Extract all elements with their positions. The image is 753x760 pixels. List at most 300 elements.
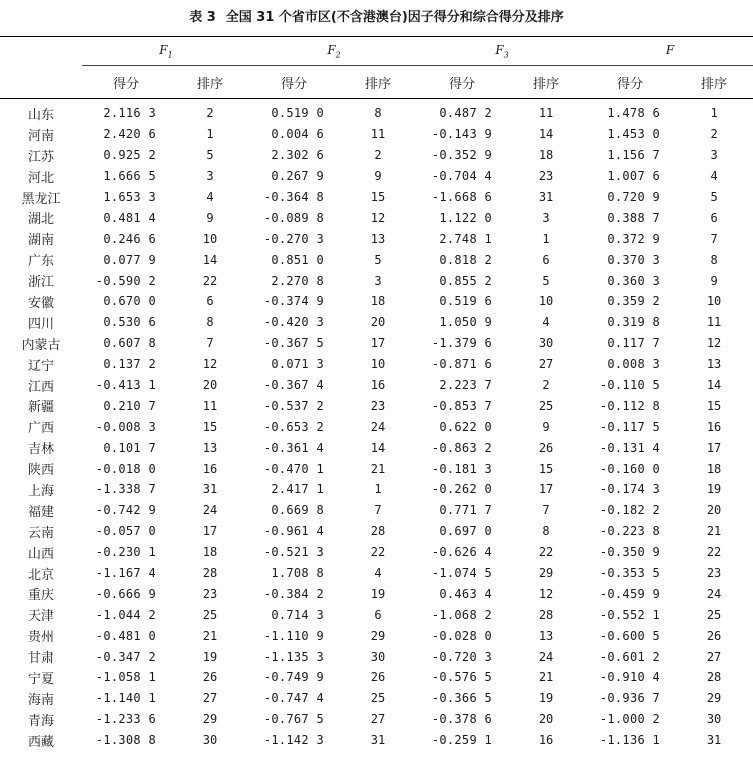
f1-score-cell: -0.008 3	[95, 419, 156, 434]
f1-score-cell: 0.077 9	[103, 252, 156, 267]
f2-score-cell: -0.089 8	[263, 210, 325, 225]
header-rank: 排序	[674, 66, 753, 99]
f-rank-cell: 8	[710, 252, 718, 267]
f1-score-cell: 0.210 7	[103, 398, 156, 413]
f3-rank-cell: 19	[538, 691, 554, 706]
f3-rank-cell: 10	[538, 294, 554, 309]
f2-rank-cell: 23	[370, 398, 386, 413]
f2-score-cell: -0.364 8	[263, 190, 325, 204]
f3-score-cell: 2.223 7	[439, 378, 493, 393]
f1-score-cell: 0.481 4	[103, 210, 156, 225]
table-row	[0, 583, 753, 604]
f1-rank-cell: 14	[202, 252, 218, 267]
f3-score-cell: -0.626 4	[431, 545, 493, 560]
f3-rank-cell: 26	[538, 440, 554, 455]
f2-score-cell: -0.747 4	[263, 691, 325, 706]
f3-rank-cell: 5	[542, 273, 550, 288]
f-score-cell: -0.131 4	[599, 440, 661, 455]
f3-rank-cell: 14	[538, 127, 554, 142]
f3-rank-cell: 8	[542, 524, 550, 539]
f1-rank-cell: 25	[202, 607, 218, 622]
province-cell: 河南	[27, 128, 54, 144]
f-score-cell: 0.370 3	[607, 252, 661, 267]
province-cell: 四川	[27, 316, 54, 332]
province-cell: 河北	[27, 170, 54, 186]
f1-score-cell: 0.925 2	[103, 148, 156, 163]
f2-rank-cell: 24	[370, 419, 386, 434]
f3-rank-cell: 13	[538, 628, 554, 643]
f2-score-cell: -0.367 5	[263, 336, 325, 351]
province-cell: 海南	[27, 692, 54, 708]
f2-rank-cell: 6	[374, 607, 382, 622]
f1-rank-cell: 13	[202, 440, 218, 455]
f1-rank-cell: 1	[206, 127, 214, 142]
f2-rank-cell: 30	[370, 649, 386, 664]
table-row	[0, 375, 753, 396]
f-rank-cell: 15	[706, 398, 722, 413]
header-row-groups	[0, 37, 753, 66]
table-row	[0, 145, 753, 166]
f2-score-cell: -0.374 9	[263, 294, 325, 309]
province-cell: 重庆	[27, 588, 54, 604]
f2-score-cell: 2.270 8	[271, 273, 325, 288]
f3-rank-cell: 28	[538, 607, 554, 622]
f3-rank-cell: 2	[542, 378, 550, 393]
header-group-f: F	[586, 37, 753, 66]
f-rank-cell: 5	[710, 190, 718, 204]
f3-rank-cell: 4	[542, 315, 550, 330]
f-score-cell: 1.478 6	[607, 106, 661, 121]
f1-rank-cell: 2	[206, 106, 214, 121]
f3-score-cell: -0.576 5	[431, 670, 493, 685]
f-score-cell: -0.936 7	[599, 691, 661, 706]
f1-score-cell: -0.057 0	[95, 524, 156, 539]
f-rank-cell: 4	[710, 169, 718, 184]
table-row	[0, 500, 753, 521]
province-cell: 天津	[27, 609, 54, 625]
province-cell: 安徽	[27, 295, 54, 311]
f2-rank-cell: 15	[370, 190, 386, 204]
f-score-cell: -0.353 5	[599, 566, 661, 581]
f2-score-cell: -0.470 1	[263, 461, 325, 476]
table-row	[0, 124, 753, 145]
f3-score-cell: 0.697 0	[439, 524, 493, 539]
f1-score-cell: -1.338 7	[95, 482, 156, 497]
f1-rank-cell: 30	[202, 733, 218, 748]
f2-rank-cell: 1	[374, 482, 382, 497]
table-caption	[0, 6, 753, 25]
f2-rank-cell: 16	[370, 378, 386, 393]
f3-rank-cell: 25	[538, 398, 554, 413]
f-rank-cell: 7	[710, 231, 718, 246]
f-score-cell: 0.388 7	[607, 210, 661, 225]
province-cell: 浙江	[27, 275, 54, 291]
f1-score-cell: 0.101 7	[103, 440, 156, 455]
table-title: 全国 31 个省市区(不含港澳台)因子得分和综合得分及排序	[225, 10, 564, 25]
f-score-cell: -1.136 1	[599, 733, 661, 748]
table-row	[0, 437, 753, 458]
f1-score-cell: -0.230 1	[95, 545, 156, 560]
table-row	[0, 249, 753, 270]
table-row	[0, 207, 753, 228]
f1-score-cell: -0.666 9	[95, 586, 156, 601]
f2-score-cell: -0.384 2	[263, 586, 325, 601]
f1-rank-cell: 21	[202, 628, 218, 643]
f1-rank-cell: 16	[202, 461, 218, 476]
f-rank-cell: 13	[706, 357, 722, 372]
f2-rank-cell: 21	[370, 461, 386, 476]
header-rank: 排序	[338, 66, 418, 99]
f1-rank-cell: 17	[202, 524, 218, 539]
f2-rank-cell: 22	[370, 545, 386, 560]
f-score-cell: 1.156 7	[607, 148, 661, 163]
f3-score-cell: -0.704 4	[431, 169, 493, 184]
f-rank-cell: 9	[710, 273, 718, 288]
f-rank-cell: 19	[706, 482, 722, 497]
table-row	[0, 667, 753, 688]
f3-score-cell: 0.487 2	[439, 106, 493, 121]
f-score-cell: 0.359 2	[607, 294, 661, 309]
table-row	[0, 604, 753, 625]
table-row	[0, 625, 753, 646]
province-cell: 湖南	[27, 233, 54, 249]
province-cell: 云南	[27, 525, 54, 541]
f3-rank-cell: 20	[538, 712, 554, 727]
table-row	[0, 354, 753, 375]
table-row	[0, 458, 753, 479]
f-rank-cell: 31	[706, 733, 722, 748]
f3-score-cell: -0.720 3	[431, 649, 493, 664]
f1-rank-cell: 19	[202, 649, 218, 664]
f-rank-cell: 20	[706, 503, 722, 518]
f3-score-cell: -0.871 6	[431, 357, 493, 372]
f2-rank-cell: 12	[370, 210, 386, 225]
province-cell: 辽宁	[27, 358, 54, 374]
f2-score-cell: 0.004 6	[271, 127, 325, 142]
f-score-cell: 0.360 3	[607, 273, 661, 288]
f2-score-cell: -1.135 3	[263, 649, 325, 664]
f3-rank-cell: 23	[538, 169, 554, 184]
province-cell: 吉林	[27, 442, 54, 458]
f1-rank-cell: 20	[202, 378, 218, 393]
f2-rank-cell: 19	[370, 586, 386, 601]
factor-score-table	[0, 36, 753, 751]
f3-rank-cell: 6	[542, 252, 550, 267]
f3-rank-cell: 27	[538, 357, 554, 372]
table-row	[0, 166, 753, 187]
f-rank-cell: 28	[706, 670, 722, 685]
f1-score-cell: -1.058 1	[95, 670, 156, 685]
table-row	[0, 333, 753, 354]
f3-score-cell: -0.378 6	[431, 712, 493, 727]
f1-rank-cell: 11	[202, 398, 218, 413]
header-row-labels	[0, 66, 753, 99]
f-rank-cell: 17	[706, 440, 722, 455]
province-cell: 西藏	[27, 734, 54, 750]
header-group-f3: $F_3$	[418, 37, 586, 66]
f-score-cell: 1.007 6	[607, 169, 661, 184]
f1-rank-cell: 28	[202, 566, 218, 581]
f1-rank-cell: 10	[202, 231, 218, 246]
province-cell: 广西	[27, 421, 54, 437]
f3-score-cell: -1.074 5	[431, 566, 493, 581]
f2-rank-cell: 28	[370, 524, 386, 539]
f1-rank-cell: 8	[206, 315, 214, 330]
f-score-cell: -0.600 5	[599, 628, 661, 643]
f-score-cell: -0.223 8	[599, 524, 661, 539]
table-row	[0, 187, 753, 208]
f-rank-cell: 27	[706, 649, 722, 664]
f2-rank-cell: 4	[374, 566, 382, 581]
province-cell: 湖北	[27, 212, 54, 228]
f3-rank-cell: 21	[538, 670, 554, 685]
f2-score-cell: 0.669 8	[271, 503, 325, 518]
header-score: 得分	[250, 66, 338, 99]
f1-score-cell: 0.607 8	[103, 336, 156, 351]
table-row	[0, 542, 753, 563]
f-rank-cell: 25	[706, 607, 722, 622]
f3-score-cell: -0.352 9	[431, 148, 493, 163]
f1-score-cell: -0.742 9	[95, 503, 156, 518]
f1-rank-cell: 24	[202, 503, 218, 518]
province-cell: 黑龙江	[21, 191, 61, 207]
table-body	[0, 99, 753, 751]
f1-score-cell: 1.666 5	[103, 169, 156, 184]
header-rank: 排序	[170, 66, 250, 99]
f2-score-cell: -1.110 9	[263, 628, 325, 643]
table-row	[0, 291, 753, 312]
f-rank-cell: 10	[706, 294, 722, 309]
f3-rank-cell: 12	[538, 586, 554, 601]
f1-rank-cell: 7	[206, 336, 214, 351]
f-rank-cell: 30	[706, 712, 722, 727]
f1-score-cell: -0.413 1	[95, 378, 156, 393]
f-rank-cell: 12	[706, 336, 722, 351]
f2-rank-cell: 10	[370, 357, 386, 372]
f1-rank-cell: 27	[202, 691, 218, 706]
f2-score-cell: -0.749 9	[263, 670, 325, 685]
f3-rank-cell: 3	[542, 210, 550, 225]
header-rank: 排序	[506, 66, 586, 99]
f2-score-cell: -0.961 4	[263, 524, 325, 539]
f3-score-cell: 1.050 9	[439, 315, 493, 330]
f3-rank-cell: 1	[542, 231, 550, 246]
f1-rank-cell: 6	[206, 294, 214, 309]
f2-score-cell: -0.537 2	[263, 398, 325, 413]
f1-rank-cell: 22	[202, 273, 218, 288]
f-rank-cell: 21	[706, 524, 722, 539]
f2-rank-cell: 27	[370, 712, 386, 727]
province-cell: 内蒙古	[21, 337, 61, 353]
f3-score-cell: 0.463 4	[439, 586, 493, 601]
f3-score-cell: -1.379 6	[431, 336, 493, 351]
f2-score-cell: 0.267 9	[271, 169, 325, 184]
f1-score-cell: -1.233 6	[95, 712, 156, 727]
f1-rank-cell: 18	[202, 545, 218, 560]
f1-rank-cell: 15	[202, 419, 218, 434]
province-cell: 贵州	[27, 630, 54, 646]
f1-score-cell: 2.420 6	[103, 127, 156, 142]
f3-score-cell: -0.863 2	[431, 440, 493, 455]
f-score-cell: -0.117 5	[599, 419, 661, 434]
table-row	[0, 688, 753, 709]
f3-score-cell: -0.259 1	[431, 733, 493, 748]
province-cell: 北京	[27, 567, 54, 583]
f3-score-cell: 0.622 0	[439, 419, 493, 434]
f3-score-cell: 0.855 2	[439, 273, 493, 288]
f1-rank-cell: 5	[206, 148, 214, 163]
f2-score-cell: -0.521 3	[263, 545, 325, 560]
f2-rank-cell: 20	[370, 315, 386, 330]
f2-rank-cell: 29	[370, 628, 386, 643]
f1-score-cell: -1.308 8	[95, 733, 156, 748]
f3-rank-cell: 18	[538, 148, 554, 163]
f3-score-cell: -1.068 2	[431, 607, 493, 622]
f3-score-cell: -0.028 0	[431, 628, 493, 643]
province-cell: 福建	[27, 504, 54, 520]
f2-score-cell: 2.302 6	[271, 148, 325, 163]
f3-score-cell: 0.771 7	[439, 503, 493, 518]
f2-rank-cell: 13	[370, 231, 386, 246]
f-rank-cell: 2	[710, 127, 718, 142]
f1-rank-cell: 4	[206, 190, 214, 204]
f2-rank-cell: 8	[374, 106, 382, 121]
f3-rank-cell: 16	[538, 733, 554, 748]
f2-rank-cell: 18	[370, 294, 386, 309]
f-rank-cell: 6	[710, 210, 718, 225]
table-row	[0, 270, 753, 291]
province-cell: 新疆	[27, 400, 54, 416]
f3-rank-cell: 11	[538, 106, 554, 121]
f3-rank-cell: 9	[542, 419, 550, 434]
f3-score-cell: -0.143 9	[431, 127, 493, 142]
f3-rank-cell: 7	[542, 503, 550, 518]
f3-score-cell: 0.818 2	[439, 252, 493, 267]
f2-rank-cell: 31	[370, 733, 386, 748]
table-row	[0, 646, 753, 667]
table-row	[0, 312, 753, 333]
f1-score-cell: -1.167 4	[95, 566, 156, 581]
header-corner	[0, 37, 82, 66]
f3-score-cell: -0.262 0	[431, 482, 493, 497]
f-rank-cell: 11	[706, 315, 722, 330]
f-rank-cell: 14	[706, 378, 722, 393]
f-rank-cell: 18	[706, 461, 722, 476]
header-score: 得分	[82, 66, 170, 99]
f-score-cell: -1.000 2	[599, 712, 661, 727]
f1-score-cell: 0.530 6	[103, 315, 156, 330]
f-score-cell: 0.319 8	[607, 315, 661, 330]
header-group-f2: $F_2$	[250, 37, 418, 66]
f3-rank-cell: 17	[538, 482, 554, 497]
f1-rank-cell: 26	[202, 670, 218, 685]
f2-score-cell: 2.417 1	[271, 482, 325, 497]
f3-score-cell: 2.748 1	[439, 231, 493, 246]
f3-rank-cell: 22	[538, 545, 554, 560]
f3-score-cell: -0.853 7	[431, 398, 493, 413]
f-score-cell: -0.110 5	[599, 378, 661, 393]
f-rank-cell: 3	[710, 148, 718, 163]
f1-score-cell: -0.018 0	[95, 461, 156, 476]
header-score: 得分	[418, 66, 506, 99]
f1-rank-cell: 3	[206, 169, 214, 184]
table-row	[0, 521, 753, 542]
province-cell: 陕西	[27, 463, 54, 479]
f1-score-cell: 0.670 0	[103, 294, 156, 309]
f2-score-cell: 0.851 0	[271, 252, 325, 267]
f2-rank-cell: 3	[374, 273, 382, 288]
f-score-cell: -0.160 0	[599, 461, 661, 476]
f-score-cell: -0.112 8	[599, 398, 661, 413]
f3-rank-cell: 29	[538, 566, 554, 581]
f2-score-cell: -0.270 3	[263, 231, 325, 246]
f1-score-cell: 1.653 3	[103, 190, 156, 204]
f2-score-cell: 1.708 8	[271, 566, 325, 581]
f1-rank-cell: 23	[202, 586, 218, 601]
table-row	[0, 563, 753, 584]
f2-score-cell: 0.714 3	[271, 607, 325, 622]
f-score-cell: -0.601 2	[599, 649, 661, 664]
province-cell: 江苏	[27, 149, 54, 165]
f-score-cell: 1.453 0	[607, 127, 661, 142]
f-score-cell: 0.008 3	[607, 357, 661, 372]
table-number: 表 3	[189, 10, 216, 25]
f3-rank-cell: 31	[538, 190, 554, 204]
f1-rank-cell: 9	[206, 210, 214, 225]
header-score: 得分	[586, 66, 674, 99]
f-rank-cell: 29	[706, 691, 722, 706]
f3-score-cell: 1.122 0	[439, 210, 493, 225]
f2-rank-cell: 11	[370, 127, 386, 142]
f-score-cell: -0.174 3	[599, 482, 661, 497]
f-score-cell: -0.182 2	[599, 503, 661, 518]
f2-rank-cell: 25	[370, 691, 386, 706]
f2-score-cell: -0.367 4	[263, 378, 325, 393]
f3-score-cell: -0.181 3	[431, 461, 493, 476]
f1-score-cell: -1.044 2	[95, 607, 156, 622]
table-row	[0, 709, 753, 730]
f2-score-cell: -0.361 4	[263, 440, 325, 455]
f-score-cell: -0.350 9	[599, 545, 661, 560]
f2-rank-cell: 14	[370, 440, 386, 455]
f1-rank-cell: 29	[202, 712, 218, 727]
province-cell: 山西	[27, 546, 54, 562]
f1-rank-cell: 12	[202, 357, 218, 372]
f-rank-cell: 26	[706, 628, 722, 643]
province-cell: 甘肃	[27, 651, 54, 667]
f2-rank-cell: 5	[374, 252, 382, 267]
f3-rank-cell: 30	[538, 336, 554, 351]
province-cell: 广东	[27, 254, 54, 270]
province-cell: 宁夏	[27, 671, 54, 687]
f1-rank-cell: 31	[202, 482, 218, 497]
table-row	[0, 479, 753, 500]
f2-rank-cell: 2	[374, 148, 382, 163]
f3-score-cell: 0.519 6	[439, 294, 493, 309]
f1-score-cell: 0.246 6	[103, 231, 156, 246]
f-rank-cell: 22	[706, 545, 722, 560]
f2-score-cell: -0.767 5	[263, 712, 325, 727]
f2-score-cell: -0.420 3	[263, 315, 325, 330]
f-score-cell: 0.372 9	[607, 231, 661, 246]
f2-score-cell: -0.653 2	[263, 419, 325, 434]
f2-score-cell: 0.519 0	[271, 106, 325, 121]
f2-rank-cell: 26	[370, 670, 386, 685]
f2-rank-cell: 17	[370, 336, 386, 351]
province-cell: 青海	[27, 713, 54, 729]
f1-score-cell: 0.137 2	[103, 357, 156, 372]
f1-score-cell: -0.481 0	[95, 628, 156, 643]
